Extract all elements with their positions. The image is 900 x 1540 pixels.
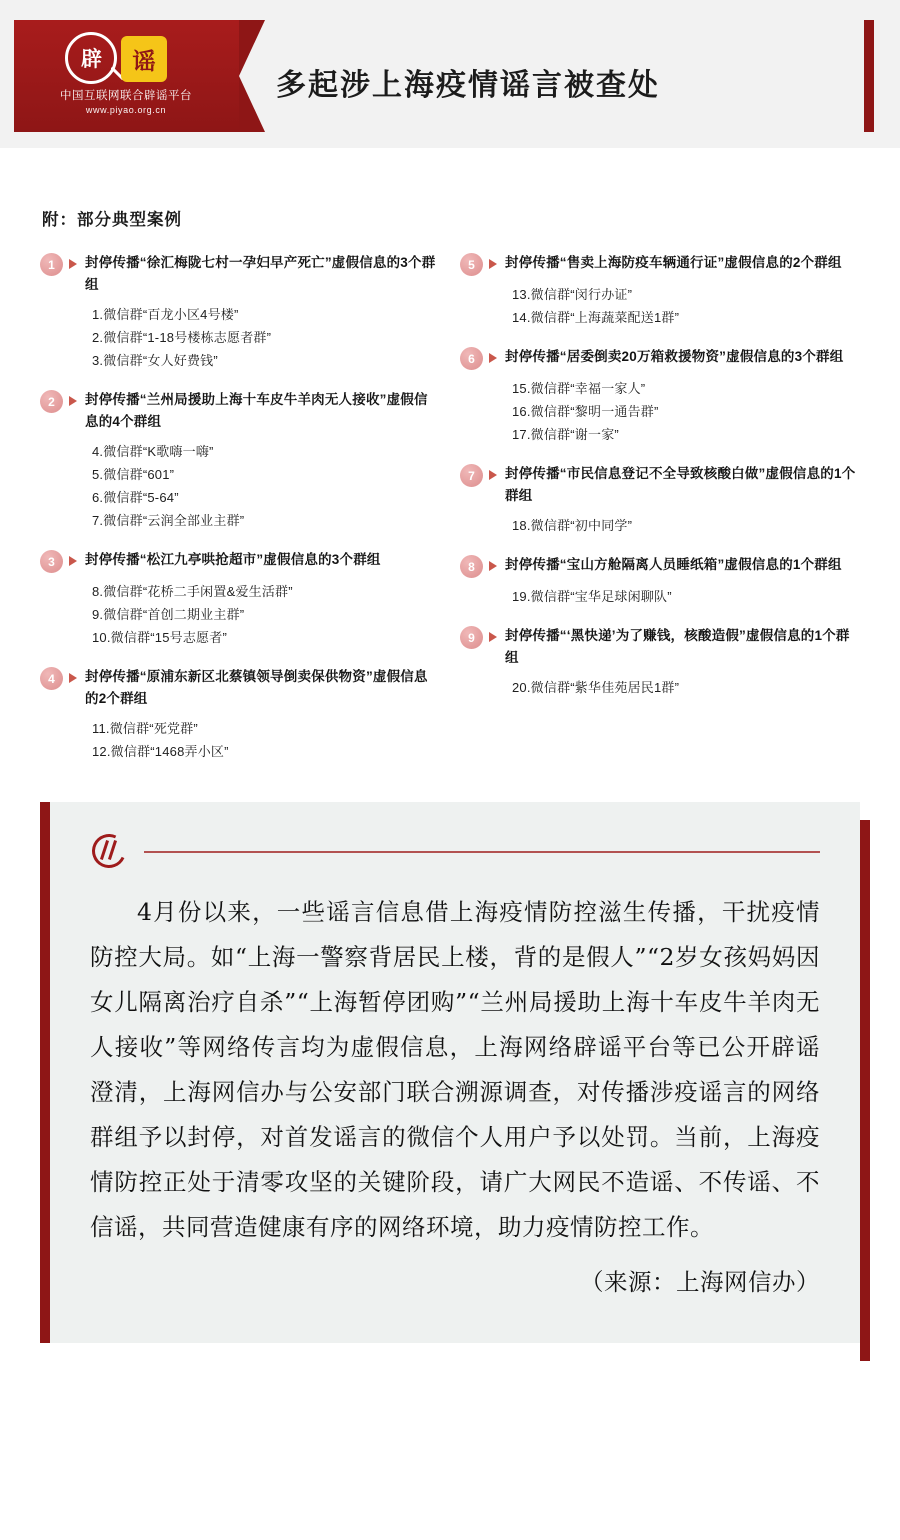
group-list xyxy=(92,717,440,763)
triangle-right-icon xyxy=(69,396,77,406)
case-header xyxy=(40,549,440,573)
list-item: 16.微信群“黎明一通告群” xyxy=(512,404,659,419)
case-block xyxy=(40,666,440,763)
triangle-right-icon xyxy=(489,353,497,363)
case-block xyxy=(40,252,440,372)
logo-yao-icon: 谣 xyxy=(121,36,167,82)
logo-badge xyxy=(65,32,187,84)
case-number-badge: 4 xyxy=(40,667,63,690)
list-item: 1.微信群“百龙小区4号楼” xyxy=(92,307,239,322)
case-title: 封停传播“售卖上海防疫车辆通行证”虚假信息的2个群组 xyxy=(505,255,842,270)
case-block xyxy=(460,252,860,329)
group-list xyxy=(512,377,860,446)
triangle-right-icon xyxy=(69,556,77,566)
triangle-right-icon xyxy=(489,470,497,480)
case-header xyxy=(460,554,860,578)
case-block xyxy=(460,463,860,537)
article-card-wrap xyxy=(40,802,860,1373)
list-item: 12.微信群“1468弄小区” xyxy=(92,744,229,759)
list-item: 6.微信群“5-64” xyxy=(92,490,179,505)
list-item: 11.微信群“死党群” xyxy=(92,721,198,736)
list-item: 4.微信群“K歌嗨一嗨” xyxy=(92,444,214,459)
group-list xyxy=(92,440,440,532)
triangle-right-icon xyxy=(69,259,77,269)
triangle-right-icon xyxy=(489,259,497,269)
list-item: 2.微信群“1-18号楼栋志愿者群” xyxy=(92,330,272,345)
list-item: 5.微信群“601” xyxy=(92,467,175,482)
group-list xyxy=(512,283,860,329)
piyao-logo xyxy=(46,32,206,117)
article-card xyxy=(40,802,860,1343)
list-item: 15.微信群“幸福一家人” xyxy=(512,381,646,396)
case-header xyxy=(40,389,440,433)
article-source: （来源：上海网信办） xyxy=(580,1268,820,1296)
case-title: 封停传播“市民信息登记不全导致核酸白做”虚假信息的1个群组 xyxy=(505,466,856,503)
quote-mark-icon xyxy=(90,832,130,872)
case-title: 封停传播“居委倒卖20万箱救援物资”虚假信息的3个群组 xyxy=(505,349,844,364)
list-item: 14.微信群“上海蔬菜配送1群” xyxy=(512,310,680,325)
case-number-badge: 8 xyxy=(460,555,483,578)
case-title: 封停传播“松江九亭哄抢超市”虚假信息的3个群组 xyxy=(85,552,381,567)
page-title: 多起涉上海疫情谣言被查处 xyxy=(276,69,660,102)
group-list xyxy=(92,303,440,372)
case-number-badge: 2 xyxy=(40,390,63,413)
logo-circle-icon: 辟 xyxy=(65,32,117,84)
case-number-badge: 7 xyxy=(460,464,483,487)
page-header xyxy=(0,0,900,148)
case-number-badge: 3 xyxy=(40,550,63,573)
case-number-badge: 6 xyxy=(460,347,483,370)
case-block xyxy=(460,625,860,699)
case-number-badge: 9 xyxy=(460,626,483,649)
group-list xyxy=(512,514,860,537)
case-header xyxy=(40,252,440,296)
case-title: 封停传播“原浦东新区北蔡镇领导倒卖保供物资”虚假信息的2个群组 xyxy=(85,669,428,706)
list-item: 13.微信群“闵行办证” xyxy=(512,287,633,302)
list-item: 17.微信群“谢一家” xyxy=(512,427,619,442)
case-header xyxy=(460,346,860,370)
cases-left-column xyxy=(40,252,440,780)
case-block xyxy=(460,346,860,446)
quote-header xyxy=(90,832,820,872)
logo-url: www.piyao.org.cn xyxy=(85,105,167,115)
triangle-right-icon xyxy=(489,561,497,571)
article-paragraph: 4月份以来，一些谣言信息借上海疫情防控滋生传播，干扰疫情防控大局。如“上海一警察背居民上楼，背的是假人”“2岁女孩妈妈因女儿隔离治疗自杀”“上海暂停团购”“兰州局援助上海十车皮牛羊肉无人接收”等网络传言均为虚假信息，上海网络辟谣平台等已公开辟谣澄清，上海网信办与公安部门联合溯源调查，对传播涉疫谣言的网络群组予以封停，对首发谣言的微信个人用户予以处罚。当前，上海疫情防控正处于清零攻坚的关键阶段，请广大网民不造谣、不传谣、不信谣，共同营造健康有序的网络环境，助力疫情防控工作。 xyxy=(90,898,820,1241)
list-item: 18.微信群“初中同学” xyxy=(512,518,633,533)
list-item: 20.微信群“紫华佳苑居民1群” xyxy=(512,680,680,695)
group-list xyxy=(512,676,860,699)
case-header xyxy=(460,463,860,507)
case-header xyxy=(40,666,440,710)
case-title: 封停传播“兰州局援助上海十车皮牛羊肉无人接收”虚假信息的4个群组 xyxy=(85,392,428,429)
group-list xyxy=(512,585,860,608)
list-item: 19.微信群“宝华足球闲聊队” xyxy=(512,589,672,604)
list-item: 9.微信群“首创二期业主群” xyxy=(92,607,245,622)
header-banner-arrow xyxy=(239,20,265,132)
case-title: 封停传播“‘黑快递’为了赚钱，核酸造假”虚假信息的1个群组 xyxy=(505,628,850,665)
logo-platform-name: 中国互联网联合辟谣平台 xyxy=(60,90,192,102)
case-number-badge: 5 xyxy=(460,253,483,276)
cases-columns xyxy=(40,252,860,780)
cases-right-column xyxy=(460,252,860,780)
case-block xyxy=(40,549,440,649)
list-item: 3.微信群“女人好费钱” xyxy=(92,353,218,368)
case-header xyxy=(460,625,860,669)
list-item: 10.微信群“15号志愿者” xyxy=(92,630,227,645)
header-right-accent-bar xyxy=(864,20,874,132)
case-number-badge: 1 xyxy=(40,253,63,276)
case-block xyxy=(460,554,860,608)
list-item: 8.微信群“花桥二手闲置&爱生活群” xyxy=(92,584,293,599)
cases-heading: 附：部分典型案例 xyxy=(42,211,182,229)
triangle-right-icon xyxy=(489,632,497,642)
triangle-right-icon xyxy=(69,673,77,683)
case-title: 封停传播“徐汇梅陇七村一孕妇早产死亡”虚假信息的3个群组 xyxy=(85,255,436,292)
list-item: 7.微信群“云润全部业主群” xyxy=(92,513,245,528)
group-list xyxy=(92,580,440,649)
case-header xyxy=(460,252,860,276)
divider-line xyxy=(144,851,820,853)
cases-section xyxy=(0,148,900,780)
case-block xyxy=(40,389,440,532)
case-title: 封停传播“宝山方舱隔离人员睡纸箱”虚假信息的1个群组 xyxy=(505,557,842,572)
